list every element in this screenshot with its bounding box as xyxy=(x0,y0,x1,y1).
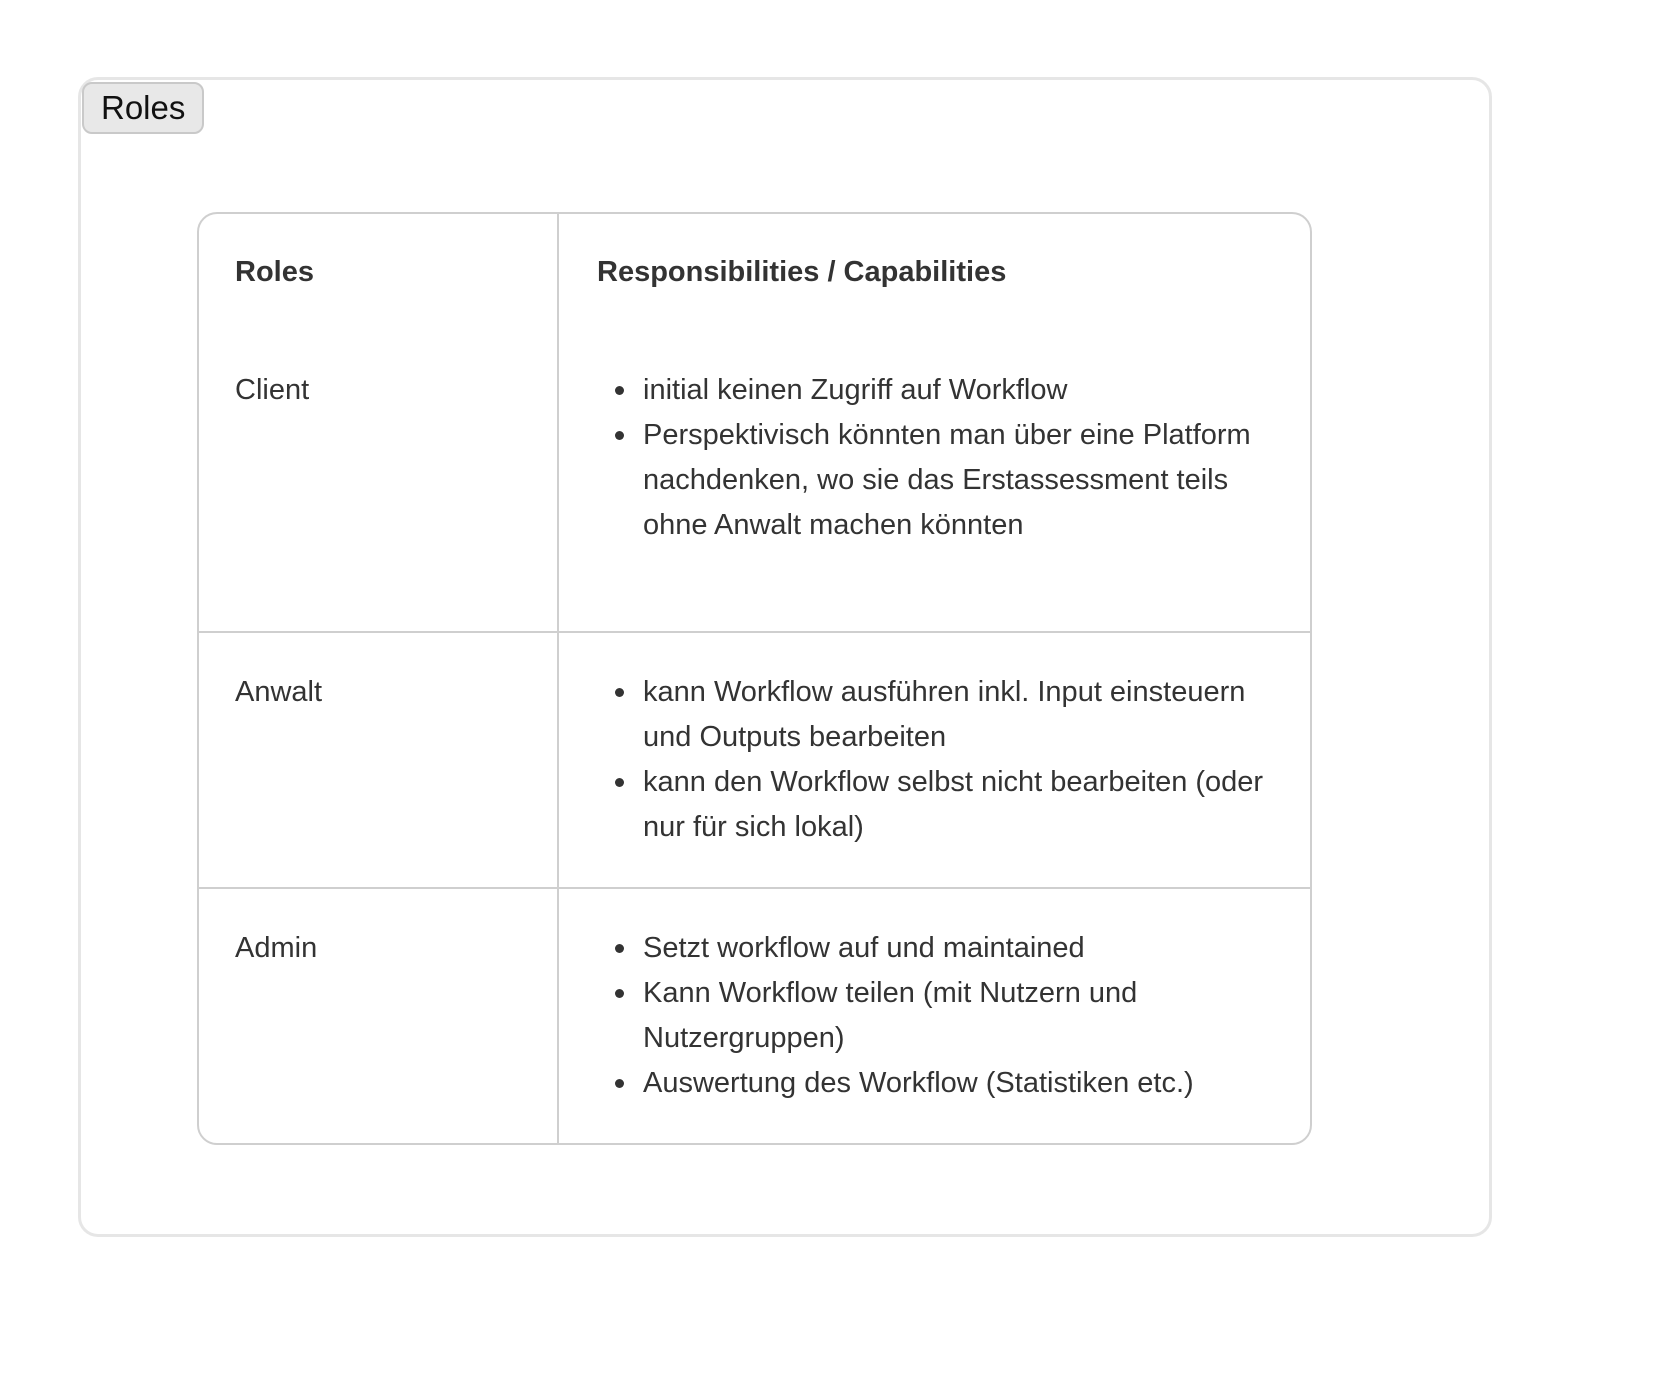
list-item-text: Perspektivisch könnten man über eine Platform nachdenken, wo sie das Erstassessment teils ohne Anwalt machen könnten xyxy=(643,419,1251,541)
list-item-text: initial keinen Zugriff auf Workflow xyxy=(643,374,1068,406)
bullet-icon xyxy=(615,944,624,953)
list-item-text: Setzt workflow auf und maintained xyxy=(643,932,1085,964)
list-item-text: kann Workflow ausführen inkl. Input einsteuern und Outputs bearbeiten xyxy=(643,676,1246,753)
column-header-roles: Roles xyxy=(199,214,558,331)
responsibilities-cell xyxy=(558,632,1310,888)
table-row-anwalt xyxy=(199,632,1310,888)
responsibilities-list xyxy=(597,368,1280,548)
list-item xyxy=(643,413,1280,548)
responsibilities-list xyxy=(597,670,1280,850)
roles-table-container xyxy=(197,212,1312,1145)
bullet-icon xyxy=(615,989,624,998)
bullet-icon xyxy=(615,431,624,440)
bullet-icon xyxy=(615,688,624,697)
role-cell: Admin xyxy=(199,888,558,1143)
responsibilities-list xyxy=(597,926,1280,1106)
list-item xyxy=(643,926,1280,971)
responsibilities-cell xyxy=(558,888,1310,1143)
role-cell: Client xyxy=(199,331,558,632)
bullet-icon xyxy=(615,386,624,395)
list-item xyxy=(643,971,1280,1061)
list-item-text: Kann Workflow teilen (mit Nutzern und Nutzergruppen) xyxy=(643,977,1138,1054)
section-title-badge: Roles xyxy=(82,82,204,134)
list-item xyxy=(643,670,1280,760)
bullet-icon xyxy=(615,778,624,787)
table-header-row xyxy=(199,214,1310,331)
responsibilities-cell xyxy=(558,331,1310,632)
bullet-icon xyxy=(615,1079,624,1088)
roles-table xyxy=(199,214,1310,1143)
column-header-responsibilities: Responsibilities / Capabilities xyxy=(597,256,1007,288)
list-item-text: Auswertung des Workflow (Statistiken etc.) xyxy=(643,1067,1194,1099)
list-item xyxy=(643,368,1280,413)
table-row-admin xyxy=(199,888,1310,1143)
list-item-text: kann den Workflow selbst nicht bearbeiten (oder nur für sich lokal) xyxy=(643,766,1264,843)
table-row-client xyxy=(199,331,1310,632)
role-cell: Anwalt xyxy=(199,632,558,888)
list-item xyxy=(643,760,1280,850)
list-item xyxy=(643,1061,1280,1106)
